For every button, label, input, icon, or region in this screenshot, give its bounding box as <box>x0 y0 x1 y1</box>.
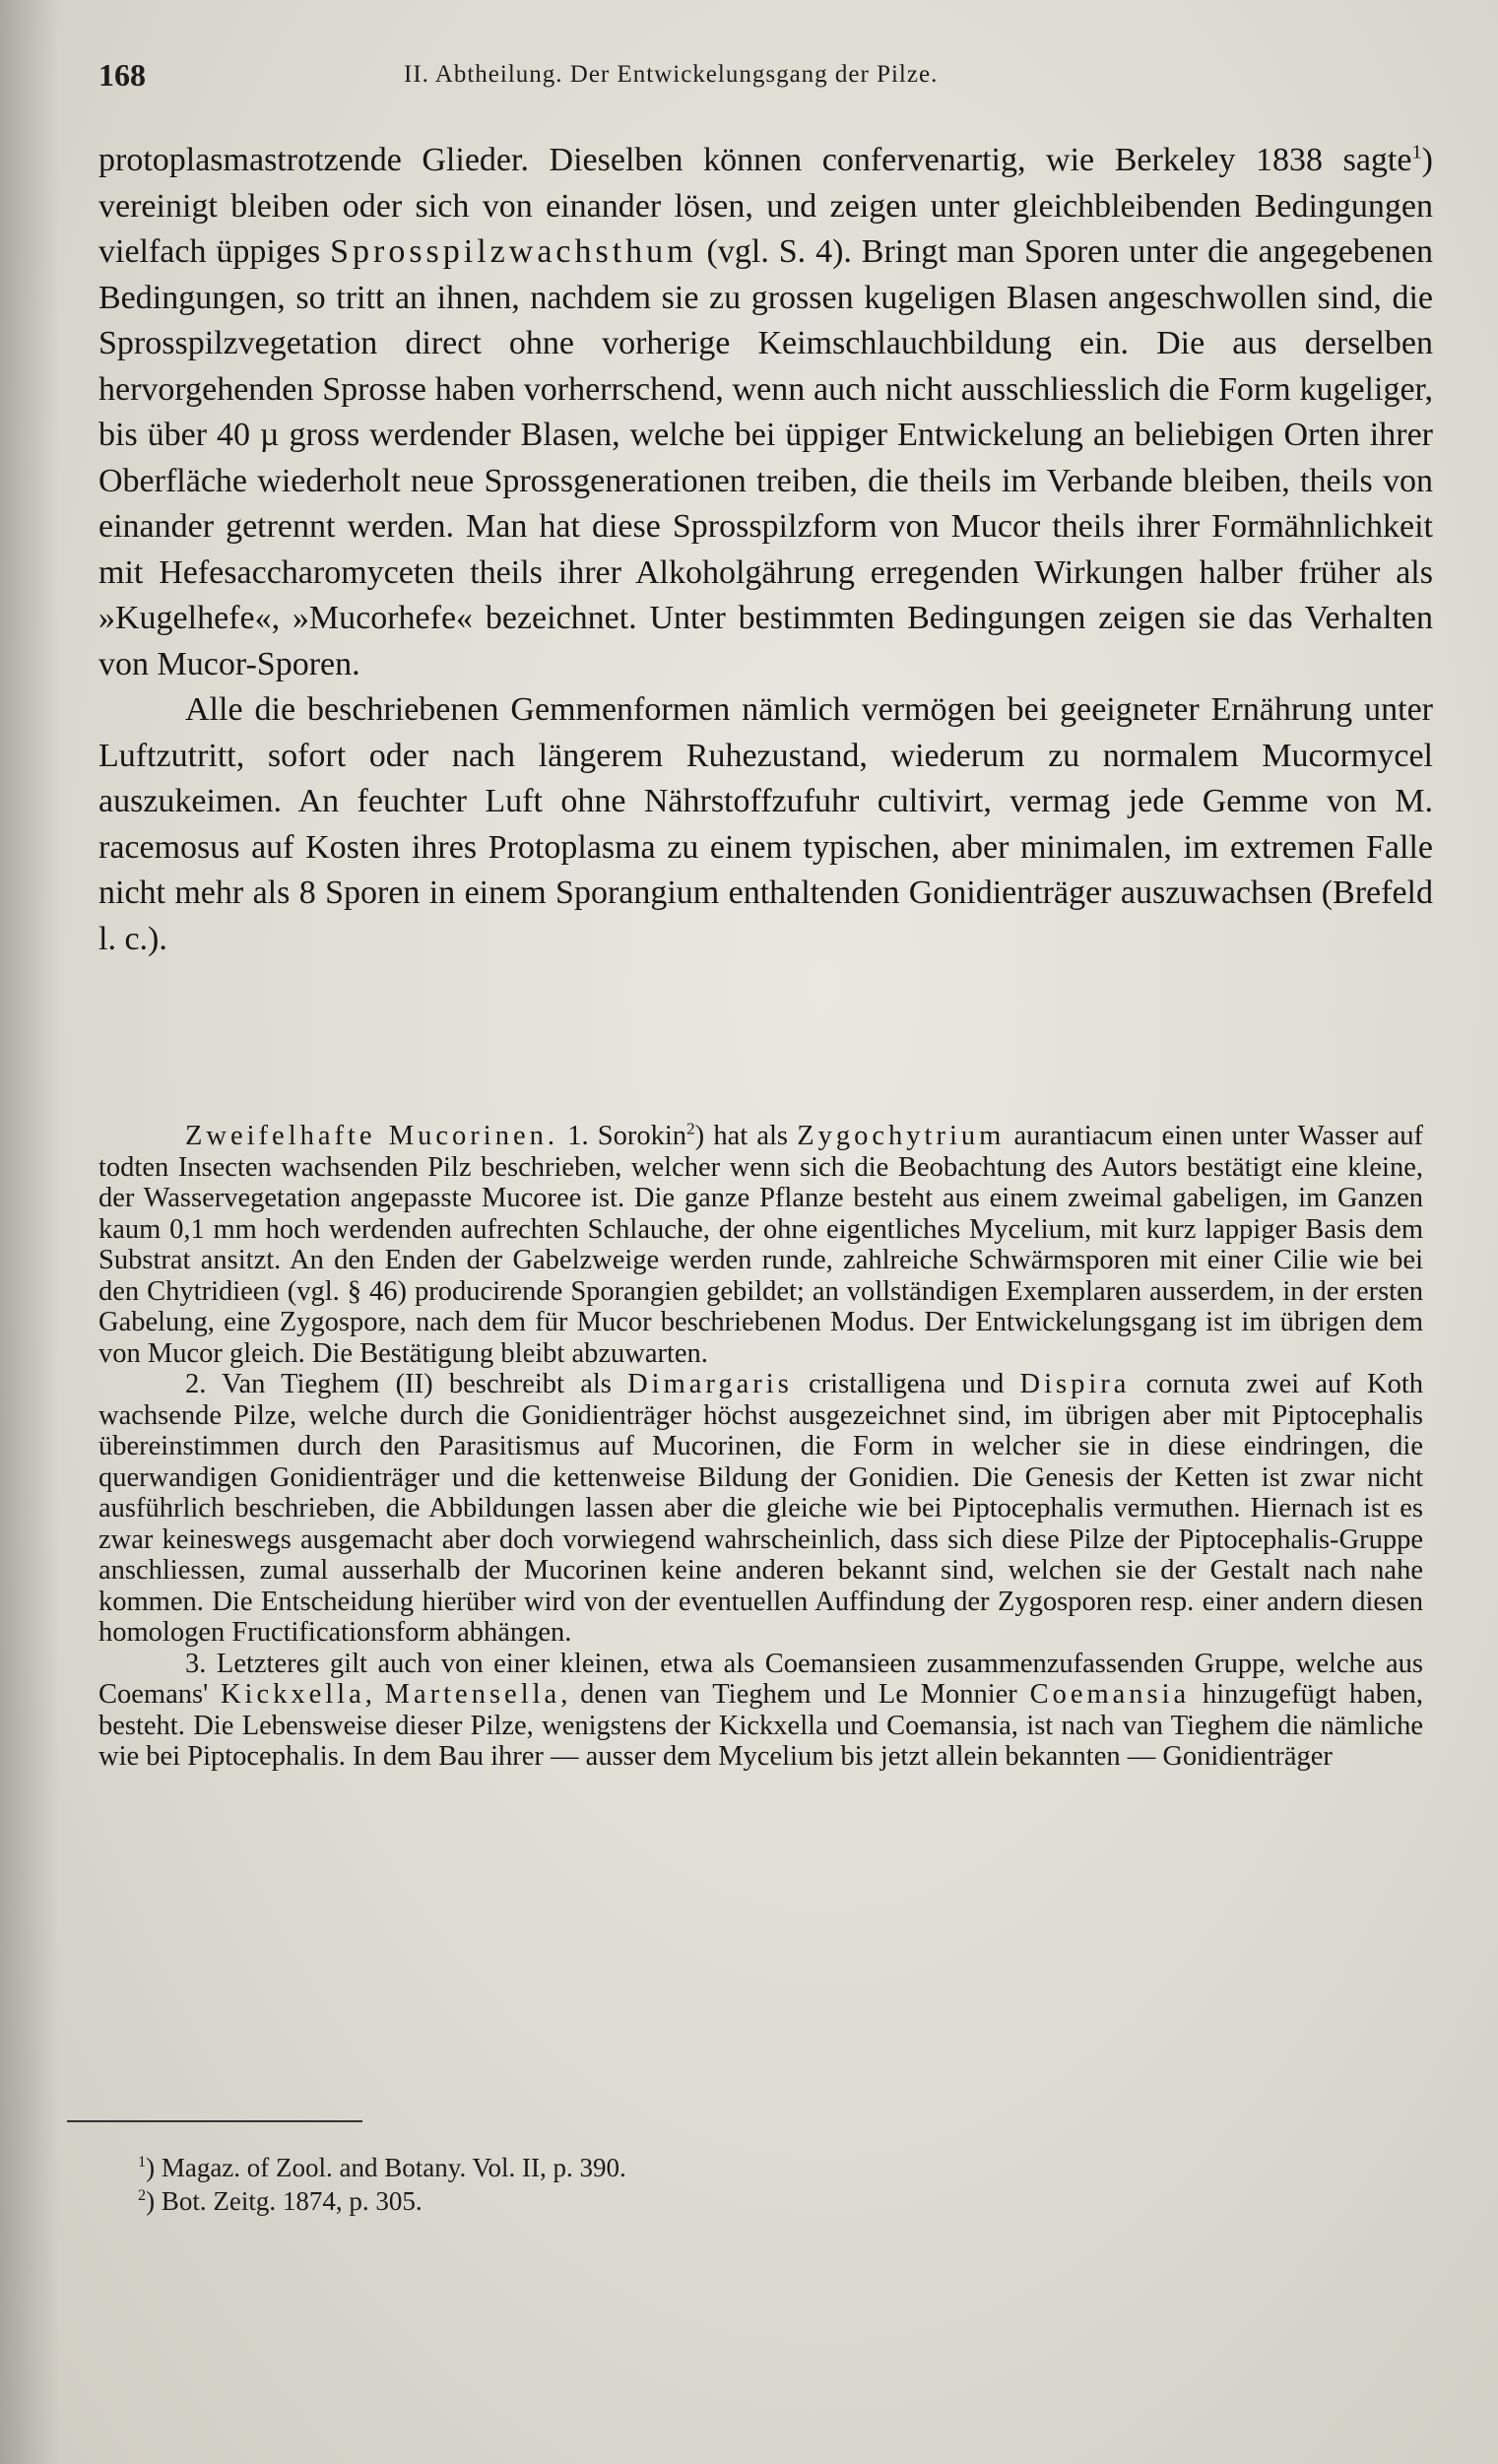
footnote-divider <box>67 2120 362 2122</box>
s1-text-c: aurantiacum einen unter Wasser auf todten Insecten wachsenden Pilz beschrieben, welcher wenn sich die Beobachtung des Autors bestätigt eine kleine, der Wasservegetation angepasste Mucoree ist. Die ganze Pflanze besteht aus einem zweimal gabeligen, im Ganzen kaum 0,1 mm hoch werdenden aufrechten Schlauche, der ohne eigentliches Mycelium, mit kurz lappiger Basis dem Substrat ansitzt. An den Enden der Gabelzweige werden runde, zahlreiche Schwärmsporen mit einer Cilie wie bei den Chytridieen (vgl. § 46) producirende Sporangien gebildet; an vollständigen Exemplaren ausserdem, in der ersten Gabelung, eine Zygospore, nach dem für Mucor beschriebenen Modus. Der Entwickelungsgang ist im übrigen dem von Mucor gleich. Die Bestätigung bleibt abzuwarten. <box>98 1121 1424 1369</box>
s2-text-b: cristalligena und <box>792 1369 1020 1399</box>
small-paragraph-1 <box>98 1121 1423 1369</box>
s3-text-b: , <box>364 1679 385 1710</box>
genus-dispira: Dispira <box>1019 1369 1131 1399</box>
page-gutter-shadow <box>0 0 59 2464</box>
p1-text-b: ) vereinigt bleiben oder sich von einander lösen, und zeigen unter gleichbleibenden Bedingungen vielfach üppiges <box>98 142 1433 270</box>
s3-text-a: 3. Letzteres gilt auch von einer kleinen, etwa als Coemansieen zusammenzufassenden Gruppe, welche aus Coemans' <box>98 1648 1423 1710</box>
small-paragraph-3 <box>98 1649 1423 1773</box>
page-header <box>98 57 1418 106</box>
s2-text-a: 2. Van Tieghem (II) beschreibt als <box>185 1369 628 1399</box>
genus-kickxella: Kickxella <box>220 1679 365 1710</box>
main-text <box>98 138 1433 962</box>
genus-martensella: Martensella <box>384 1679 561 1710</box>
s1-text-b: ) hat als <box>694 1121 798 1151</box>
footnote-ref-2: 2 <box>686 1119 695 1138</box>
footnote-text: ) Bot. Zeitg. 1874, p. 305. <box>146 2186 423 2216</box>
small-print-section <box>98 1121 1423 1773</box>
section-heading: Zweifelhafte Mucorinen. <box>185 1121 558 1151</box>
genus-zygochytrium: Zygochytrium <box>797 1121 1006 1151</box>
footnote-mark: 1 <box>138 2153 147 2171</box>
s2-text-c: cornuta zwei auf Koth wachsende Pilze, welche durch die Gonidienträger höchst ausgezeichnet sind, im übrigen aber mit Piptocephalis übereinstimmen durch den Parasitismus auf Mucorinen, die Form in welcher sie in diese eindringen, die querwandigen Gonidienträger und die kettenweise Bildung der Gonidien. Die Genesis der Ketten ist zwar nicht ausführlich beschrieben, die Abbildungen lassen aber die gleiche wie bei Piptocephalis vermuthen. Hiernach ist es zwar keineswegs ausgemacht aber doch vorwiegend wahrscheinlich, dass sich diese Pilze der Piptocephalis-Gruppe anschliessen, zumal ausserhalb der Mucorinen keine anderen bekannt sind, welchen sie der Gestalt nach nahe kommen. Die Entscheidung hierüber wird von der eventuellen Auffindung der Zygosporen resp. einer andern diesen homologen Fructificationsform abhängen. <box>98 1369 1423 1648</box>
footnote-mark: 2 <box>138 2186 147 2204</box>
footnotes <box>138 2151 1024 2218</box>
footnote-text: ) Magaz. of Zool. and Botany. Vol. II, p. 390. <box>146 2153 626 2182</box>
s1-text-a: 1. Sorokin <box>557 1121 687 1151</box>
genus-dimargaris: Dimargaris <box>627 1369 793 1399</box>
paragraph-2: Alle die beschriebenen Gemmenformen nämlich vermögen bei geeigneter Ernährung unter Luftzutritt, sofort oder nach längerem Ruhezustand, wiederum zu normalem Mucormycel auszukeimen. An feuchter Luft ohne Nährstoffzufuhr cultivirt, vermag jede Gemme von M. racemosus auf Kosten ihres Protoplasma zu einem typischen, aber minimalen, im extremen Falle nicht mehr als 8 Sporen in einem Sporangium enthaltenden Gonidienträger auszuwachsen (Brefeld l. c.). <box>98 691 1433 957</box>
paragraph-1 <box>98 138 1433 687</box>
page-number: 168 <box>98 57 146 93</box>
p1-text-c: (vgl. S. 4). Bringt man Sporen unter die angegebenen Bedingungen, so tritt an ihnen, nachdem sie zu grossen kugeligen Blasen angeschwollen sind, die Sprosspilzvegetation direct ohne vorherige Keimschlauchbildung ein. Die aus derselben hervorgehenden Sprosse haben vorherrschend, wenn auch nicht ausschliesslich die Form kugeliger, bis über 40 µ gross werdender Blasen, welche bei üppiger Entwickelung an beliebigen Orten ihrer Oberfläche wiederholt neue Sprossgenerationen treiben, die theils im Verbande bleiben, theils von einander getrennt werden. Man hat diese Sprosspilzform von Mucor theils ihrer Formähnlichkeit mit Hefesaccharomyceten theils ihrer Alkoholgährung erregenden Wirkungen halber früher als »Kugelhefe«, »Mucorhefe« bezeichnet. Unter bestimmten Bedingungen zeigen sie das Verhalten von Mucor-Sporen. <box>98 233 1433 682</box>
footnote-2 <box>138 2184 1024 2218</box>
p1-text-a: protoplasmastrotzende Glieder. Dieselben können confervenartig, wie Berkeley 1838 sagte <box>98 142 1412 178</box>
spaced-term: Sprosspilzwachsthum <box>330 233 697 270</box>
small-paragraph-2 <box>98 1369 1423 1649</box>
footnote-1 <box>138 2151 1024 2184</box>
footnote-ref-1: 1 <box>1411 141 1422 163</box>
running-title: II. Abtheilung. Der Entwickelungsgang der Pilze. <box>404 61 939 88</box>
genus-coemansia: Coemansia <box>1029 1679 1191 1710</box>
s3-text-d: hinzugefügt haben, besteht. Die Lebensweise dieser Pilze, wenigstens der Kickxella und Coemansia, ist nach van Tieghem die nämliche wie bei Piptocephalis. In dem Bau ihrer — ausser dem Mycelium bis jetzt allein bekannten — Gonidienträger <box>98 1679 1424 1772</box>
s3-text-c: , denen van Tieghem und Le Monnier <box>560 1679 1030 1710</box>
